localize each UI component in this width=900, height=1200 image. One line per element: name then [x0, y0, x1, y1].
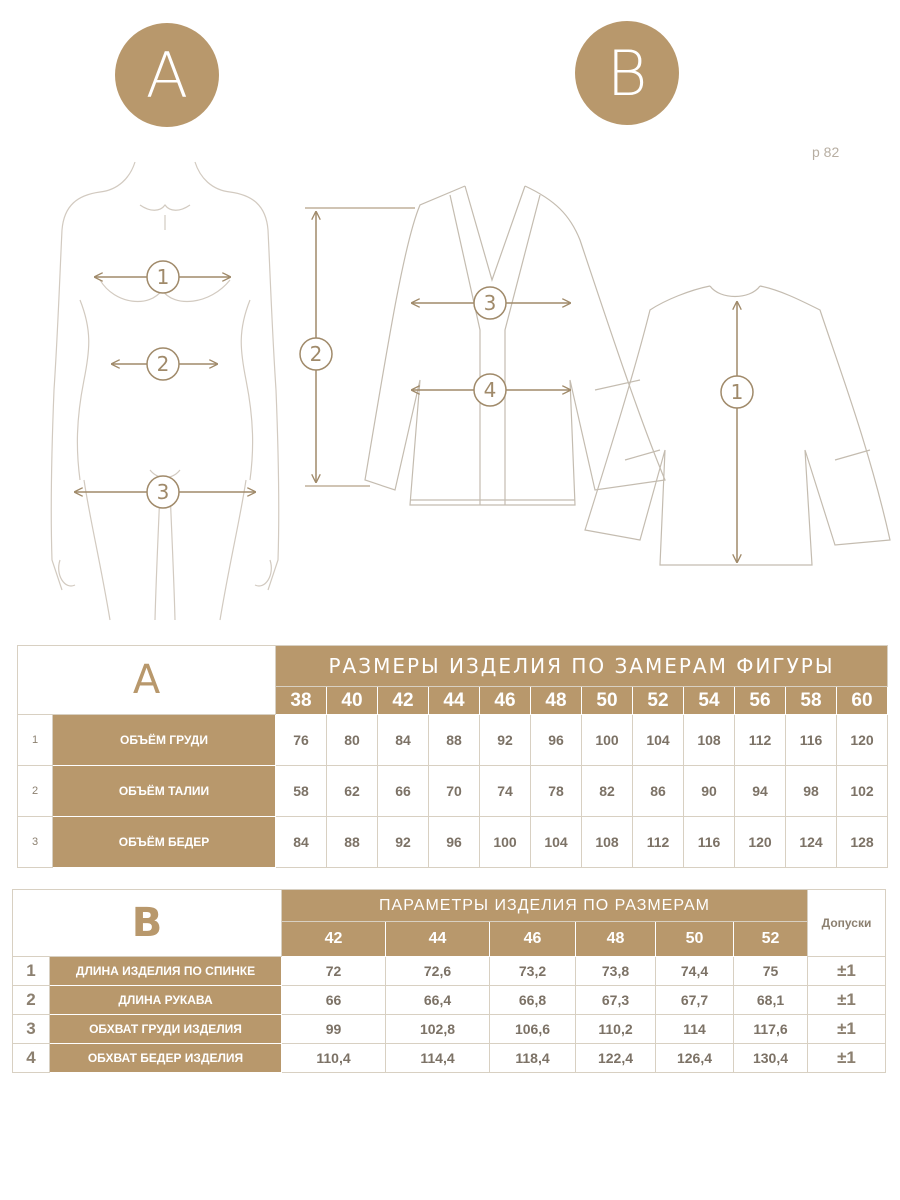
size-header: 42 — [282, 922, 386, 957]
jacket-front-markers — [300, 287, 506, 406]
table-cell: 102,8 — [386, 1015, 490, 1044]
row-label: ДЛИНА ИЗДЕЛИЯ ПО СПИНКЕ — [50, 957, 282, 986]
table-cell: 76 — [276, 715, 327, 766]
table-cell: 120 — [837, 715, 888, 766]
table-cell: 70 — [429, 766, 480, 817]
table-cell: 104 — [531, 817, 582, 868]
row-label: ОБХВАТ ГРУДИ ИЗДЕЛИЯ — [50, 1015, 282, 1044]
tolerance-cell: ±1 — [808, 957, 886, 986]
table-cell: 102 — [837, 766, 888, 817]
table-row — [18, 766, 888, 817]
table-cell: 122,4 — [576, 1044, 656, 1073]
table-cell: 78 — [531, 766, 582, 817]
front-marker-4: 4 — [483, 378, 497, 402]
row-number: 4 — [13, 1044, 50, 1073]
body-marker-2: 2 — [156, 352, 170, 376]
table-row — [18, 715, 888, 766]
size-header: 54 — [684, 687, 735, 715]
table-cell: 112 — [735, 715, 786, 766]
table-b-title: ПАРАМЕТРЫ ИЗДЕЛИЯ ПО РАЗМЕРАМ — [282, 890, 808, 922]
table-cell: 58 — [276, 766, 327, 817]
table-cell: 92 — [480, 715, 531, 766]
badge-a: A — [115, 23, 219, 127]
table-cell: 112 — [633, 817, 684, 868]
size-header: 46 — [480, 687, 531, 715]
row-number: 3 — [18, 817, 53, 868]
table-cell: 80 — [327, 715, 378, 766]
table-cell: 66 — [282, 986, 386, 1015]
tolerance-cell: ±1 — [808, 1044, 886, 1073]
table-cell: 67,3 — [576, 986, 656, 1015]
table-cell: 82 — [582, 766, 633, 817]
table-cell: 116 — [684, 817, 735, 868]
table-cell: 94 — [735, 766, 786, 817]
table-cell: 126,4 — [656, 1044, 734, 1073]
table-cell: 96 — [429, 817, 480, 868]
table-cell: 108 — [684, 715, 735, 766]
table-a-title: РАЗМЕРЫ ИЗДЕЛИЯ ПО ЗАМЕРАМ ФИГУРЫ — [276, 646, 888, 687]
table-cell: 106,6 — [490, 1015, 576, 1044]
tolerance-cell: ±1 — [808, 986, 886, 1015]
table-row — [18, 817, 888, 868]
tolerance-header: Допуски — [808, 890, 886, 957]
size-header: 50 — [582, 687, 633, 715]
table-row — [13, 986, 886, 1015]
size-header: 40 — [327, 687, 378, 715]
row-label: ДЛИНА РУКАВА — [50, 986, 282, 1015]
table-cell: 92 — [378, 817, 429, 868]
table-cell: 99 — [282, 1015, 386, 1044]
table-b-letter: B — [13, 890, 282, 957]
row-number: 2 — [18, 766, 53, 817]
jacket-back-markers — [721, 376, 753, 408]
table-cell: 116 — [786, 715, 837, 766]
table-cell: 73,8 — [576, 957, 656, 986]
table-cell: 84 — [276, 817, 327, 868]
size-header: 48 — [531, 687, 582, 715]
body-marker-1: 1 — [156, 265, 170, 289]
table-cell: 66,8 — [490, 986, 576, 1015]
jacket-front-measure-lines — [305, 208, 570, 486]
table-cell: 118,4 — [490, 1044, 576, 1073]
size-header: 58 — [786, 687, 837, 715]
table-cell: 100 — [582, 715, 633, 766]
measurement-illustration — [0, 130, 900, 630]
body-marker-3: 3 — [156, 480, 170, 504]
tolerance-cell: ±1 — [808, 1015, 886, 1044]
table-cell: 88 — [327, 817, 378, 868]
size-header: 44 — [429, 687, 480, 715]
table-cell: 98 — [786, 766, 837, 817]
body-measure-lines — [75, 277, 255, 492]
table-cell: 75 — [734, 957, 808, 986]
row-label: ОБЪЁМ ГРУДИ — [53, 715, 276, 766]
table-cell: 86 — [633, 766, 684, 817]
table-cell: 62 — [327, 766, 378, 817]
table-cell: 84 — [378, 715, 429, 766]
table-cell: 120 — [735, 817, 786, 868]
front-marker-3: 3 — [483, 291, 497, 315]
table-cell: 124 — [786, 817, 837, 868]
size-header: 46 — [490, 922, 576, 957]
table-cell: 108 — [582, 817, 633, 868]
table-row — [13, 1044, 886, 1073]
row-number: 1 — [13, 957, 50, 986]
size-header: 52 — [734, 922, 808, 957]
size-header: 38 — [276, 687, 327, 715]
table-cell: 74,4 — [656, 957, 734, 986]
size-header: 44 — [386, 922, 490, 957]
size-header: 42 — [378, 687, 429, 715]
front-marker-2: 2 — [309, 342, 323, 366]
body-figure — [51, 162, 279, 620]
row-label: ОБЪЁМ ТАЛИИ — [53, 766, 276, 817]
table-cell: 110,2 — [576, 1015, 656, 1044]
size-table-a — [17, 645, 888, 868]
row-label: ОБЪЁМ БЕДЕР — [53, 817, 276, 868]
table-cell: 90 — [684, 766, 735, 817]
table-row — [13, 1015, 886, 1044]
size-header: 56 — [735, 687, 786, 715]
badge-b: B — [575, 21, 679, 125]
row-label: ОБХВАТ БЕДЕР ИЗДЕЛИЯ — [50, 1044, 282, 1073]
jacket-front — [365, 186, 665, 505]
size-header: 60 — [837, 687, 888, 715]
table-a-letter: A — [18, 646, 276, 715]
table-cell: 74 — [480, 766, 531, 817]
table-cell: 67,7 — [656, 986, 734, 1015]
table-cell: 130,4 — [734, 1044, 808, 1073]
corner-note: р 82 — [812, 144, 840, 160]
table-cell: 73,2 — [490, 957, 576, 986]
table-cell: 72 — [282, 957, 386, 986]
table-cell: 96 — [531, 715, 582, 766]
table-cell: 100 — [480, 817, 531, 868]
row-number: 3 — [13, 1015, 50, 1044]
size-table-b — [12, 889, 886, 1073]
row-number: 2 — [13, 986, 50, 1015]
size-header: 52 — [633, 687, 684, 715]
table-cell: 104 — [633, 715, 684, 766]
table-cell: 66 — [378, 766, 429, 817]
size-header: 50 — [656, 922, 734, 957]
table-cell: 128 — [837, 817, 888, 868]
table-row — [13, 957, 886, 986]
table-cell: 114,4 — [386, 1044, 490, 1073]
table-cell: 68,1 — [734, 986, 808, 1015]
table-cell: 72,6 — [386, 957, 490, 986]
table-cell: 88 — [429, 715, 480, 766]
table-cell: 117,6 — [734, 1015, 808, 1044]
table-cell: 66,4 — [386, 986, 490, 1015]
size-header: 48 — [576, 922, 656, 957]
row-number: 1 — [18, 715, 53, 766]
back-marker-1: 1 — [730, 380, 744, 404]
table-cell: 114 — [656, 1015, 734, 1044]
table-cell: 110,4 — [282, 1044, 386, 1073]
